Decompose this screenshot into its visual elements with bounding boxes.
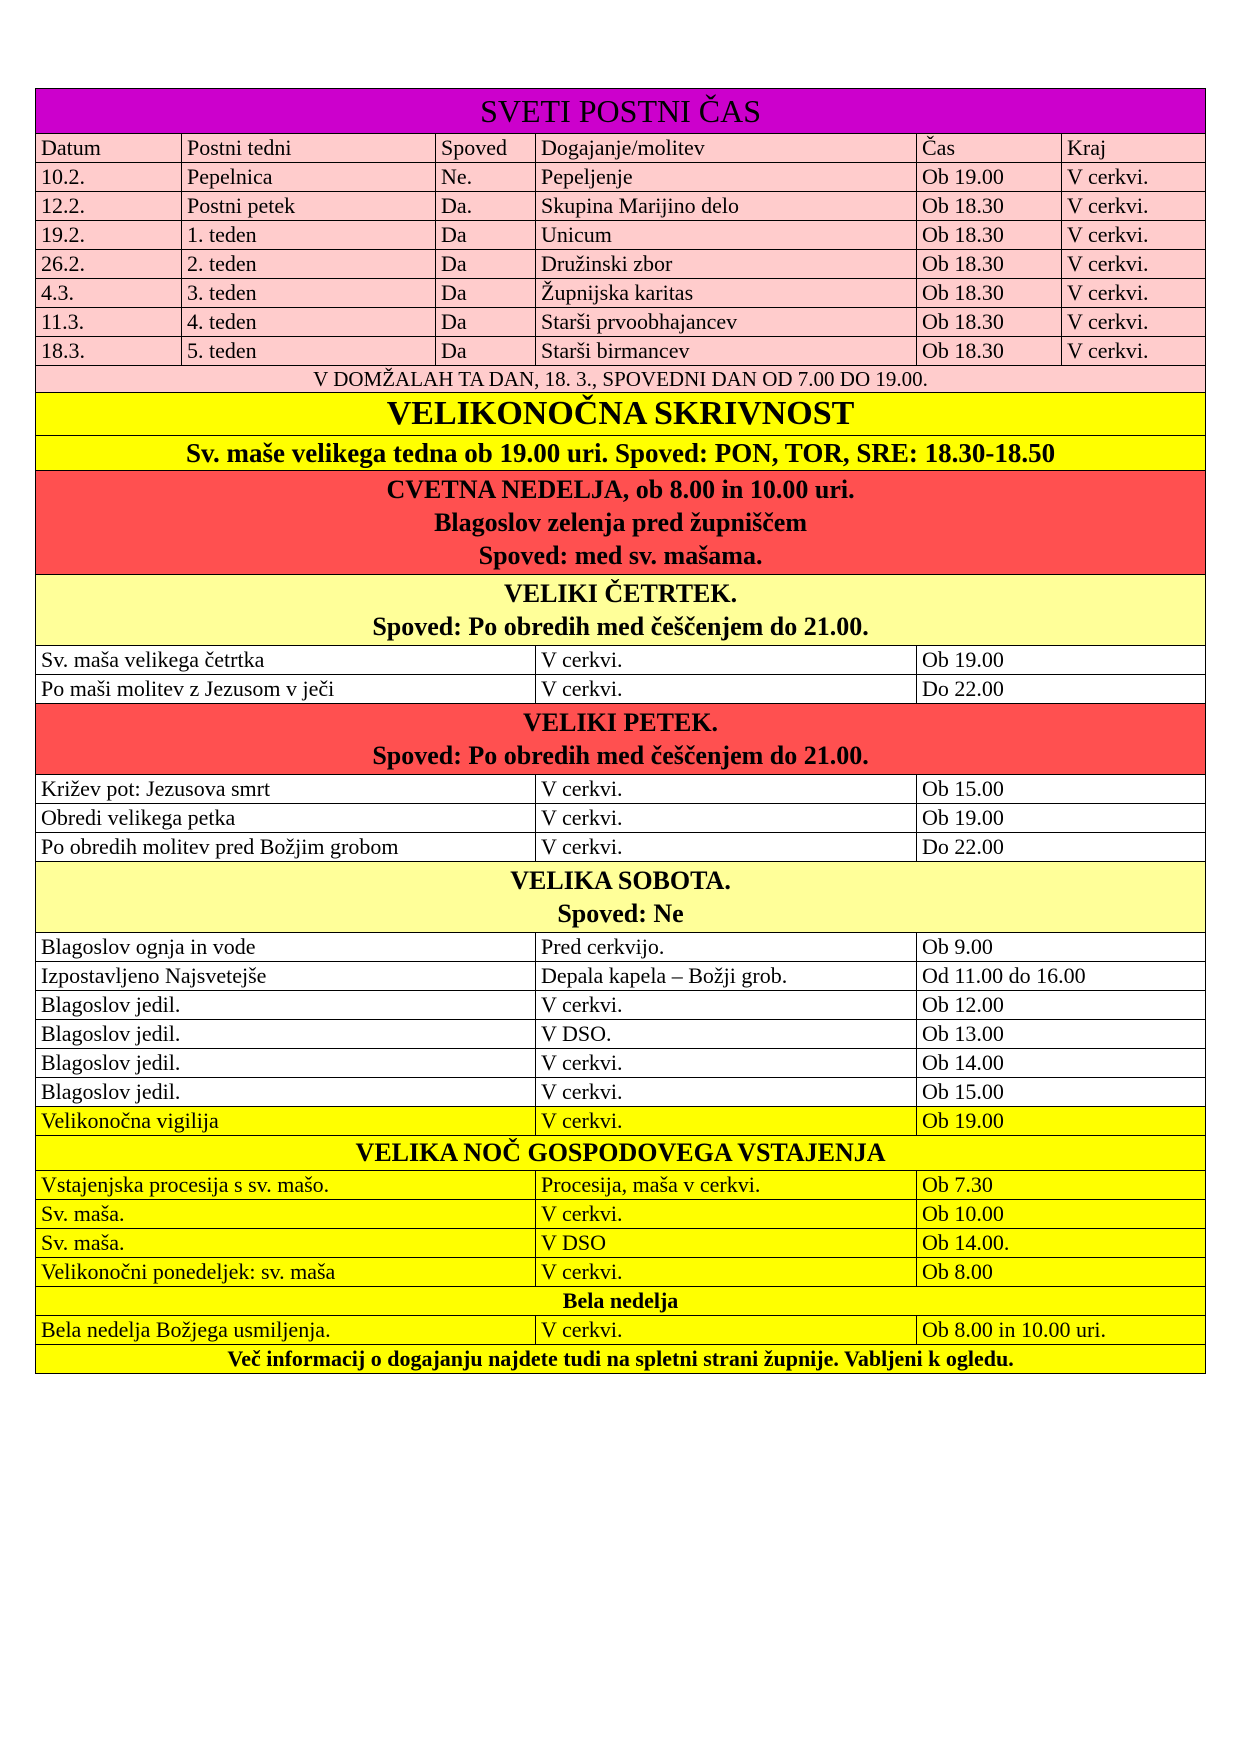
time-cell: Ob 15.00 [917, 1078, 1206, 1107]
friday-title: VELIKI PETEK. [523, 708, 719, 737]
table-cell: V cerkvi. [1062, 337, 1206, 366]
table-row [36, 1229, 1206, 1258]
table-row [36, 1316, 1206, 1345]
table-cell: 12.2. [36, 192, 182, 221]
time-cell: Ob 19.00 [917, 646, 1206, 675]
event-cell: Vstajenjska procesija s sv. mašo. [36, 1171, 536, 1200]
table-cell: Ob 18.30 [917, 279, 1062, 308]
time-cell: Ob 14.00 [917, 1049, 1206, 1078]
place-cell: V cerkvi. [536, 804, 917, 833]
event-cell: Po maši molitev z Jezusom v ječi [36, 675, 536, 704]
event-cell: Po obredih molitev pred Božjim grobom [36, 833, 536, 862]
time-cell: Ob 12.00 [917, 991, 1206, 1020]
table-row [36, 1200, 1206, 1229]
table-cell: Pepelnica [182, 163, 436, 192]
event-cell: Blagoslov jedil. [36, 1078, 536, 1107]
thursday-header [36, 575, 1206, 646]
footer-note: Več informacij o dogajanju najdete tudi na spletni strani župnije. Vabljeni k ogledu. [36, 1345, 1206, 1374]
thursday-title: VELIKI ČETRTEK. [503, 579, 738, 608]
table-cell: Da [436, 279, 536, 308]
table-cell: Postni petek [182, 192, 436, 221]
time-cell: Ob 15.00 [917, 775, 1206, 804]
schedule-table [35, 88, 1206, 1374]
event-cell: Velikonočni ponedeljek: sv. maša [36, 1258, 536, 1287]
event-cell: Obredi velikega petka [36, 804, 536, 833]
time-cell: Ob 8.00 in 10.00 uri. [917, 1316, 1206, 1345]
table-cell: Da [436, 221, 536, 250]
place-cell: Procesija, maša v cerkvi. [536, 1171, 917, 1200]
table-cell: Da [436, 308, 536, 337]
place-cell: V cerkvi. [536, 775, 917, 804]
table-cell: Da [436, 337, 536, 366]
place-cell: V cerkvi. [536, 1258, 917, 1287]
col-header: Postni tedni [182, 134, 436, 163]
table-row [36, 804, 1206, 833]
place-cell: V cerkvi. [536, 1049, 917, 1078]
table-row [36, 221, 1206, 250]
friday-confession: Spoved: Po obredih med češčenjem do 21.00. [372, 741, 869, 770]
event-cell: Sv. maša. [36, 1200, 536, 1229]
table-row [36, 933, 1206, 962]
table-cell: Unicum [536, 221, 917, 250]
table-cell: 3. teden [182, 279, 436, 308]
place-cell: V DSO. [536, 1020, 917, 1049]
table-row [36, 308, 1206, 337]
time-cell: Ob 19.00 [917, 804, 1206, 833]
table-cell: 4.3. [36, 279, 182, 308]
place-cell: V cerkvi. [536, 1200, 917, 1229]
table-row [36, 833, 1206, 862]
table-cell: V cerkvi. [1062, 250, 1206, 279]
event-cell: Sv. maša. [36, 1229, 536, 1258]
table-cell: 1. teden [182, 221, 436, 250]
place-cell: V cerkvi. [536, 1316, 917, 1345]
table-cell: Skupina Marijino delo [536, 192, 917, 221]
event-cell: Sv. maša velikega četrtka [36, 646, 536, 675]
white-sunday-title: Bela nedelja [36, 1287, 1206, 1316]
place-cell: V cerkvi. [536, 991, 917, 1020]
place-cell: V cerkvi. [536, 675, 917, 704]
event-cell: Križev pot: Jezusova smrt [36, 775, 536, 804]
saturday-title: VELIKA SOBOTA. [510, 866, 731, 895]
easter-night-title: VELIKA NOČ GOSPODOVEGA VSTAJENJA [36, 1136, 1206, 1171]
col-header: Čas [917, 134, 1062, 163]
table-cell: 26.2. [36, 250, 182, 279]
col-header: Datum [36, 134, 182, 163]
time-cell: Do 22.00 [917, 675, 1206, 704]
table-cell: 18.3. [36, 337, 182, 366]
col-header: Dogajanje/molitev [536, 134, 917, 163]
table-row [36, 279, 1206, 308]
col-header: Spoved [436, 134, 536, 163]
lent-header-row [36, 134, 1206, 163]
table-cell: V cerkvi. [1062, 221, 1206, 250]
table-cell: Starši prvoobhajancev [536, 308, 917, 337]
time-cell: Ob 7.30 [917, 1171, 1206, 1200]
event-cell: Blagoslov jedil. [36, 1049, 536, 1078]
event-cell: Velikonočna vigilija [36, 1107, 536, 1136]
table-row [36, 991, 1206, 1020]
table-row [36, 646, 1206, 675]
table-row [36, 192, 1206, 221]
table-cell: Pepeljenje [536, 163, 917, 192]
time-cell: Ob 19.00 [917, 1107, 1206, 1136]
table-cell: 10.2. [36, 163, 182, 192]
table-row [36, 1258, 1206, 1287]
table-cell: Da [436, 250, 536, 279]
place-cell: V cerkvi. [536, 1078, 917, 1107]
table-row [36, 1078, 1206, 1107]
table-cell: Da. [436, 192, 536, 221]
table-cell: Ob 18.30 [917, 192, 1062, 221]
table-cell: 19.2. [36, 221, 182, 250]
table-row [36, 775, 1206, 804]
table-cell: Ob 19.00 [917, 163, 1062, 192]
table-row [36, 163, 1206, 192]
time-cell: Ob 8.00 [917, 1258, 1206, 1287]
table-row [36, 1020, 1206, 1049]
table-cell: Ob 18.30 [917, 337, 1062, 366]
lent-title: SVETI POSTNI ČAS [36, 89, 1206, 134]
saturday-confession: Spoved: Ne [557, 899, 684, 928]
saturday-header [36, 862, 1206, 933]
col-header: Kraj [1062, 134, 1206, 163]
table-cell: Družinski zbor [536, 250, 917, 279]
time-cell: Ob 14.00. [917, 1229, 1206, 1258]
table-cell: 5. teden [182, 337, 436, 366]
table-cell: V cerkvi. [1062, 279, 1206, 308]
place-cell: Pred cerkvijo. [536, 933, 917, 962]
event-cell: Bela nedelja Božjega usmiljenja. [36, 1316, 536, 1345]
vigil-row [36, 1107, 1206, 1136]
event-cell: Izpostavljeno Najsvetejše [36, 962, 536, 991]
place-cell: V cerkvi. [536, 646, 917, 675]
palm-sunday-header [36, 471, 1206, 575]
table-cell: Ob 18.30 [917, 308, 1062, 337]
place-cell: V cerkvi. [536, 1107, 917, 1136]
table-cell: Ne. [436, 163, 536, 192]
table-cell: V cerkvi. [1062, 163, 1206, 192]
table-cell: V cerkvi. [1062, 192, 1206, 221]
table-cell: Župnijska karitas [536, 279, 917, 308]
time-cell: Ob 10.00 [917, 1200, 1206, 1229]
palm-sunday-line: CVETNA NEDELJA, ob 8.00 in 10.00 uri. [386, 475, 855, 504]
table-row [36, 337, 1206, 366]
thursday-confession: Spoved: Po obredih med češčenjem do 21.00. [372, 612, 869, 641]
event-cell: Blagoslov jedil. [36, 1020, 536, 1049]
table-row [36, 1049, 1206, 1078]
table-cell: 2. teden [182, 250, 436, 279]
event-cell: Blagoslov ognja in vode [36, 933, 536, 962]
easter-title: VELIKONOČNA SKRIVNOST [36, 393, 1206, 436]
time-cell: Do 22.00 [917, 833, 1206, 862]
table-cell: Ob 18.30 [917, 250, 1062, 279]
place-cell: V cerkvi. [536, 833, 917, 862]
table-row [36, 1171, 1206, 1200]
palm-sunday-line: Spoved: med sv. mašama. [478, 541, 763, 570]
time-cell: Od 11.00 do 16.00 [917, 962, 1206, 991]
table-cell: Starši birmancev [536, 337, 917, 366]
lent-notice: V DOMŽALAH TA DAN, 18. 3., SPOVEDNI DAN OD 7.00 DO 19.00. [36, 366, 1206, 393]
table-cell: 4. teden [182, 308, 436, 337]
friday-header [36, 704, 1206, 775]
table-cell: V cerkvi. [1062, 308, 1206, 337]
time-cell: Ob 9.00 [917, 933, 1206, 962]
place-cell: V DSO [536, 1229, 917, 1258]
table-row [36, 962, 1206, 991]
table-cell: Ob 18.30 [917, 221, 1062, 250]
palm-sunday-line: Blagoslov zelenja pred župniščem [434, 508, 807, 537]
event-cell: Blagoslov jedil. [36, 991, 536, 1020]
time-cell: Ob 13.00 [917, 1020, 1206, 1049]
table-row [36, 250, 1206, 279]
easter-subtitle: Sv. maše velikega tedna ob 19.00 uri. Spoved: PON, TOR, SRE: 18.30-18.50 [36, 436, 1206, 471]
table-row [36, 675, 1206, 704]
table-cell: 11.3. [36, 308, 182, 337]
place-cell: Depala kapela – Božji grob. [536, 962, 917, 991]
